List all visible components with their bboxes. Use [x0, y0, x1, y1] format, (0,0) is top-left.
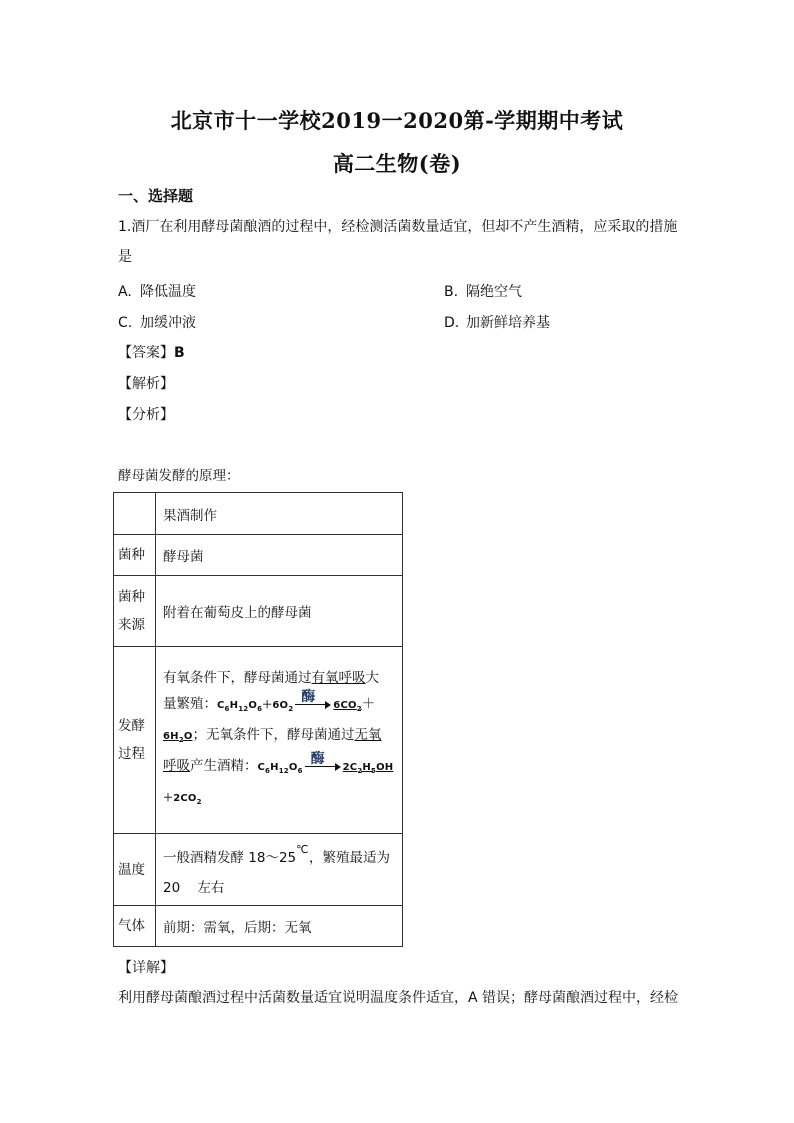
source-label-line2: 来源	[118, 617, 145, 633]
detail-text: 利用酵母菌酿酒过程中活菌数量适宜说明温度条件适宜，A 错误；酵母菌酿酒过程中，经检	[118, 990, 679, 1006]
source-value: 附着在葡萄皮上的酵母菌	[156, 576, 403, 647]
option-letter: A.	[118, 284, 132, 300]
option-text: 加缓冲液	[140, 315, 196, 331]
formula-co2: $+2CO_2$	[163, 793, 202, 806]
formula-co2: $6CO_2$	[333, 700, 362, 713]
plus-sign: ＋	[361, 696, 376, 712]
question-stem-line1: 1.酒厂在利用酵母菌酿酒的过程中，经检测活菌数量适宜，但却不产生酒精，应采取的措施	[118, 219, 678, 235]
table-row	[114, 493, 403, 535]
option-letter: B.	[444, 284, 459, 300]
table-row	[114, 834, 403, 906]
process-label-line1: 发酵	[118, 718, 145, 734]
process-label	[114, 647, 156, 834]
process-value	[156, 647, 403, 834]
gas-value: 前期：需氧，后期：无氧	[156, 906, 403, 947]
process-text: 大	[365, 670, 379, 686]
table-row	[114, 535, 403, 576]
answer	[118, 342, 185, 362]
section-heading: 一、选择题	[118, 187, 194, 205]
option-letter: D.	[444, 315, 460, 331]
temp-value	[156, 834, 403, 906]
option-d	[444, 312, 550, 332]
source-label	[114, 576, 156, 647]
enzyme-label: 酶	[310, 751, 325, 767]
table-row	[114, 906, 403, 947]
analysis-label: 【解析】	[118, 376, 174, 392]
source-label-line1: 菌种	[118, 589, 145, 605]
temp-text: 20	[163, 879, 181, 896]
gas-label: 气体	[114, 906, 156, 947]
temp-text: 左右	[197, 879, 225, 896]
process-label-line2: 过程	[118, 746, 145, 762]
table-cell-empty	[114, 493, 156, 535]
formula-water: $6H_2O$	[163, 731, 193, 744]
table-header-value: 果酒制作	[156, 493, 403, 535]
formula-glucose: $C_6H_{12}O_6$	[257, 762, 303, 775]
option-text: 隔绝空气	[466, 284, 522, 300]
option-letter: C.	[118, 315, 133, 331]
page-subtitle: 高二生物(卷)	[332, 151, 462, 176]
process-text-underlined: 呼吸	[163, 758, 190, 774]
answer-label: 【答案】	[118, 345, 174, 361]
process-text: 有氧条件下，酵母菌通过	[163, 670, 312, 686]
page-title: 北京市十一学校2019一2020第-学期期中考试	[170, 108, 624, 133]
process-text: 产生酒精：	[190, 758, 258, 774]
detail-label: 【详解】	[118, 960, 174, 976]
formula-oxygen: $+6O_2$	[262, 700, 294, 713]
option-c	[118, 312, 196, 332]
process-text-underlined: 有氧呼吸	[311, 670, 366, 686]
temp-text: ，繁殖最适为	[309, 849, 391, 866]
fermentation-table	[113, 492, 403, 947]
option-text: 降低温度	[140, 284, 196, 300]
table-row	[114, 647, 403, 834]
table-row	[114, 576, 403, 647]
fenxi-label: 【分析】	[118, 407, 174, 423]
table-intro: 酵母菌发酵的原理：	[118, 468, 240, 484]
question-stem-line2: 是	[118, 249, 132, 265]
option-a	[118, 281, 196, 301]
reaction-arrow-icon	[295, 689, 331, 709]
temp-label: 温度	[114, 834, 156, 906]
process-text: ；无氧条件下，酵母菌通过	[192, 727, 355, 743]
enzyme-label: 酶	[301, 689, 316, 705]
reaction-arrow-icon	[305, 751, 341, 771]
answer-value: B	[174, 345, 185, 361]
temp-text: 一般酒精发酵 18～25	[163, 849, 297, 866]
formula-ethanol: $2C_2H_5OH$	[342, 762, 394, 775]
process-text-underlined: 无氧	[354, 727, 382, 743]
degree-unit	[296, 842, 309, 866]
strain-label: 菌种	[114, 535, 156, 576]
option-text: 加新鲜培养基	[466, 315, 550, 331]
option-b	[444, 281, 522, 301]
process-text: 量繁殖：	[163, 696, 217, 712]
degree-unit-symbol: ℃	[296, 842, 309, 856]
strain-value: 酵母菌	[156, 535, 403, 576]
formula-glucose: $C_6H_{12}O_6$	[217, 700, 263, 713]
